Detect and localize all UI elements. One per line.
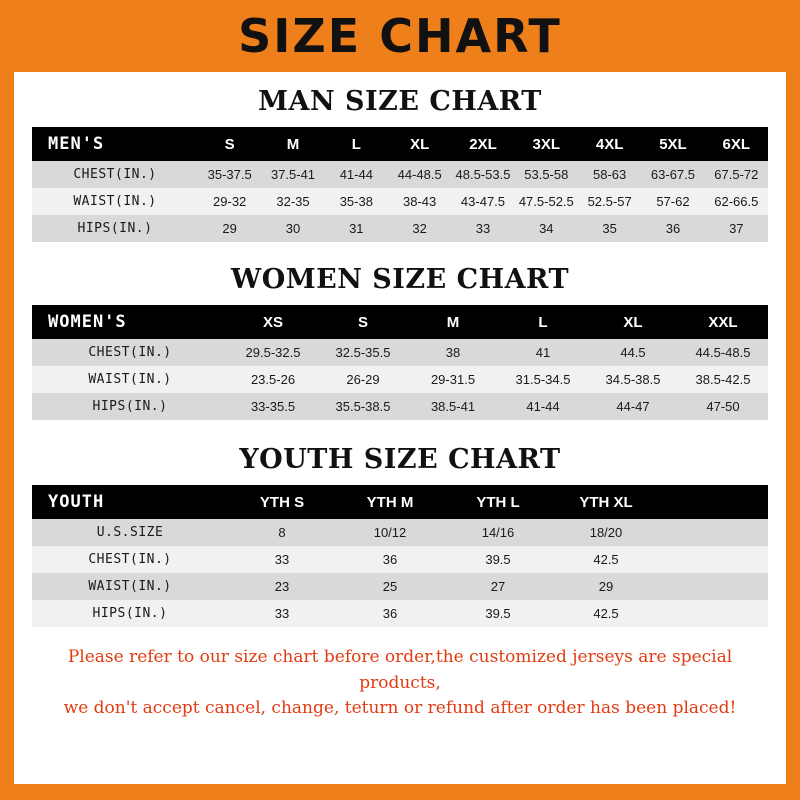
column-header: M xyxy=(408,305,498,339)
cell: 34.5-38.5 xyxy=(588,366,678,393)
cell: 23 xyxy=(228,573,336,600)
cell: 41-44 xyxy=(498,393,588,420)
table-row xyxy=(32,546,768,573)
cell: 36 xyxy=(336,546,444,573)
cell: 38 xyxy=(408,339,498,366)
cell: 38-43 xyxy=(388,188,451,215)
cell: 29-32 xyxy=(198,188,261,215)
cell: 41 xyxy=(498,339,588,366)
cell: 35.5-38.5 xyxy=(318,393,408,420)
row-label: HIPS(IN.) xyxy=(32,215,198,242)
table-row xyxy=(32,393,768,420)
cell: 8 xyxy=(228,519,336,546)
cell: 52.5-57 xyxy=(578,188,641,215)
column-header: YTH XL xyxy=(552,485,660,519)
row-label: HIPS(IN.) xyxy=(32,600,228,627)
cell: 53.5-58 xyxy=(515,161,578,188)
row-label: WAIST(IN.) xyxy=(32,573,228,600)
cell-spacer xyxy=(660,519,768,546)
cell: 57-62 xyxy=(641,188,704,215)
cell: 44.5 xyxy=(588,339,678,366)
cell: 32 xyxy=(388,215,451,242)
cell: 30 xyxy=(261,215,324,242)
size-table-women xyxy=(32,305,768,420)
column-header: S xyxy=(198,127,261,161)
column-header: XL xyxy=(388,127,451,161)
cell: 35-38 xyxy=(325,188,388,215)
size-table-youth xyxy=(32,485,768,627)
cell: 33-35.5 xyxy=(228,393,318,420)
cell: 29 xyxy=(552,573,660,600)
row-label: CHEST(IN.) xyxy=(32,161,198,188)
table-header-row xyxy=(32,485,768,519)
cell: 10/12 xyxy=(336,519,444,546)
cell: 42.5 xyxy=(552,600,660,627)
section-title-man: MAN SIZE CHART xyxy=(258,86,542,117)
cell: 29.5-32.5 xyxy=(228,339,318,366)
cell: 37 xyxy=(705,215,768,242)
cell: 31.5-34.5 xyxy=(498,366,588,393)
column-header: XS xyxy=(228,305,318,339)
cell: 37.5-41 xyxy=(261,161,324,188)
table-row xyxy=(32,339,768,366)
cell: 33 xyxy=(228,546,336,573)
table-header-women xyxy=(32,305,768,339)
column-header: 2XL xyxy=(451,127,514,161)
cell: 23.5-26 xyxy=(228,366,318,393)
table-row xyxy=(32,161,768,188)
cell: 35 xyxy=(578,215,641,242)
table-body-man xyxy=(32,161,768,242)
cell: 32.5-35.5 xyxy=(318,339,408,366)
row-label: WAIST(IN.) xyxy=(32,366,228,393)
cell: 38.5-42.5 xyxy=(678,366,768,393)
cell: 32-35 xyxy=(261,188,324,215)
cell: 27 xyxy=(444,573,552,600)
chart-content xyxy=(14,86,786,722)
cell: 47-50 xyxy=(678,393,768,420)
cell: 41-44 xyxy=(325,161,388,188)
cell: 38.5-41 xyxy=(408,393,498,420)
cell-spacer xyxy=(660,600,768,627)
column-header: XL xyxy=(588,305,678,339)
table-body-women xyxy=(32,339,768,420)
cell: 43-47.5 xyxy=(451,188,514,215)
cell: 18/20 xyxy=(552,519,660,546)
cell: 42.5 xyxy=(552,546,660,573)
column-header: YTH M xyxy=(336,485,444,519)
cell: 36 xyxy=(641,215,704,242)
cell: 48.5-53.5 xyxy=(451,161,514,188)
row-label: CHEST(IN.) xyxy=(32,339,228,366)
column-header: YTH S xyxy=(228,485,336,519)
column-header: 5XL xyxy=(641,127,704,161)
cell-spacer xyxy=(660,546,768,573)
cell: 35-37.5 xyxy=(198,161,261,188)
disclaimer-line-2: we don't accept cancel, change, teturn or refund after order has been placed! xyxy=(63,698,737,718)
cell: 39.5 xyxy=(444,546,552,573)
section-title-youth: YOUTH SIZE CHART xyxy=(239,444,561,475)
table-row xyxy=(32,188,768,215)
section-title-women: WOMEN SIZE CHART xyxy=(230,264,570,295)
column-header: M xyxy=(261,127,324,161)
column-header: 3XL xyxy=(515,127,578,161)
table-head-label-man: MEN'S xyxy=(32,127,198,161)
table-row xyxy=(32,600,768,627)
cell: 44.5-48.5 xyxy=(678,339,768,366)
column-header-spacer xyxy=(660,485,768,519)
table-row xyxy=(32,215,768,242)
cell-spacer xyxy=(660,573,768,600)
size-table-man xyxy=(32,127,768,242)
column-header: XXL xyxy=(678,305,768,339)
cell: 67.5-72 xyxy=(705,161,768,188)
column-header: YTH L xyxy=(444,485,552,519)
table-header-man xyxy=(32,127,768,161)
table-row xyxy=(32,366,768,393)
cell: 29-31.5 xyxy=(408,366,498,393)
cell: 44-47 xyxy=(588,393,678,420)
column-header: 6XL xyxy=(705,127,768,161)
table-row xyxy=(32,519,768,546)
cell: 25 xyxy=(336,573,444,600)
footer-bar xyxy=(0,784,800,800)
column-header: L xyxy=(325,127,388,161)
cell: 33 xyxy=(228,600,336,627)
cell: 36 xyxy=(336,600,444,627)
cell: 26-29 xyxy=(318,366,408,393)
cell: 44-48.5 xyxy=(388,161,451,188)
cell: 33 xyxy=(451,215,514,242)
cell: 58-63 xyxy=(578,161,641,188)
table-row xyxy=(32,573,768,600)
disclaimer-note xyxy=(32,645,768,722)
banner xyxy=(0,0,800,72)
table-head-label-women: WOMEN'S xyxy=(32,305,228,339)
page-title: SIZE CHART xyxy=(238,9,562,63)
table-header-youth xyxy=(32,485,768,519)
table-head-label-youth: YOUTH xyxy=(32,485,228,519)
cell: 39.5 xyxy=(444,600,552,627)
cell: 47.5-52.5 xyxy=(515,188,578,215)
table-header-row xyxy=(32,127,768,161)
cell: 29 xyxy=(198,215,261,242)
column-header: S xyxy=(318,305,408,339)
row-label: HIPS(IN.) xyxy=(32,393,228,420)
disclaimer-line-1: Please refer to our size chart before order,the customized jerseys are special products, xyxy=(67,647,733,693)
row-label: U.S.SIZE xyxy=(32,519,228,546)
table-body-youth xyxy=(32,519,768,627)
cell: 63-67.5 xyxy=(641,161,704,188)
cell: 14/16 xyxy=(444,519,552,546)
row-label: WAIST(IN.) xyxy=(32,188,198,215)
row-label: CHEST(IN.) xyxy=(32,546,228,573)
table-header-row xyxy=(32,305,768,339)
cell: 34 xyxy=(515,215,578,242)
column-header: 4XL xyxy=(578,127,641,161)
cell: 31 xyxy=(325,215,388,242)
cell: 62-66.5 xyxy=(705,188,768,215)
column-header: L xyxy=(498,305,588,339)
